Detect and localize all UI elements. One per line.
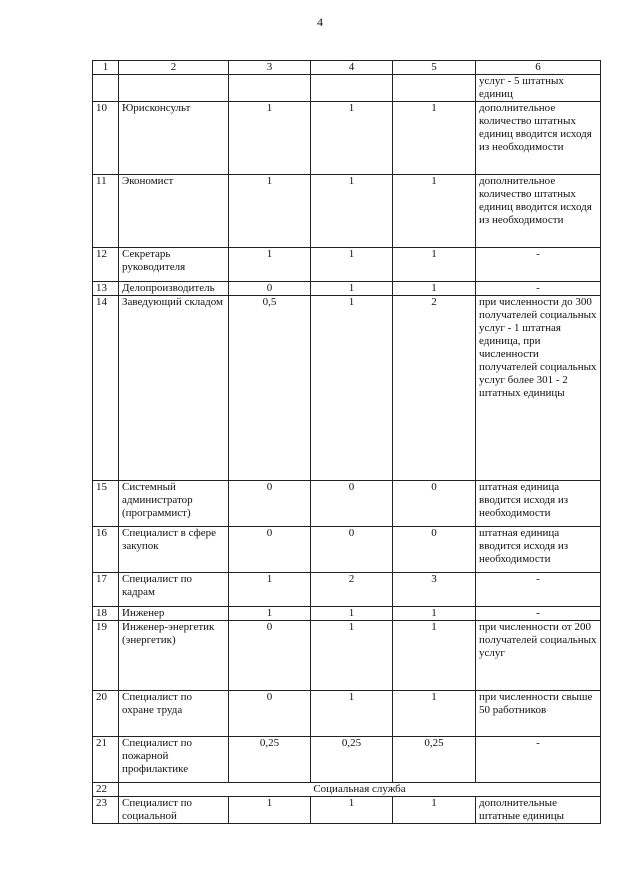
value-cell — [229, 75, 311, 102]
row-number: 19 — [93, 621, 119, 691]
page-number: 4 — [317, 15, 323, 29]
value-cell: 1 — [311, 175, 393, 248]
value-cell: 0,25 — [229, 737, 311, 783]
row-number: 22 — [93, 783, 119, 797]
position-name: Экономист — [119, 175, 229, 248]
note-cell: - — [476, 573, 601, 607]
note-cell: услуг - 5 штатных единиц — [476, 75, 601, 102]
note-cell: - — [476, 737, 601, 783]
value-cell: 1 — [393, 691, 476, 737]
position-name: Специалист по социальной — [119, 797, 229, 824]
position-name: Делопроизводитель — [119, 282, 229, 296]
value-cell: 1 — [229, 797, 311, 824]
position-name: Специалист в сфере закупок — [119, 527, 229, 573]
position-name: Специалист по кадрам — [119, 573, 229, 607]
position-name — [119, 75, 229, 102]
value-cell: 2 — [311, 573, 393, 607]
note-cell: - — [476, 282, 601, 296]
table-row — [93, 573, 601, 607]
row-number: 13 — [93, 282, 119, 296]
value-cell: 1 — [311, 607, 393, 621]
value-cell: 0 — [229, 282, 311, 296]
value-cell: 1 — [311, 102, 393, 175]
position-name: Юрисконсульт — [119, 102, 229, 175]
value-cell: 0 — [393, 481, 476, 527]
header-row — [93, 61, 601, 75]
row-number: 14 — [93, 296, 119, 481]
value-cell: 0 — [393, 527, 476, 573]
table-row — [93, 75, 601, 102]
row-number — [93, 75, 119, 102]
value-cell: 1 — [311, 621, 393, 691]
table-row — [93, 607, 601, 621]
value-cell: 1 — [229, 175, 311, 248]
header-cell: 1 — [93, 61, 119, 75]
value-cell: 1 — [311, 248, 393, 282]
note-cell: при численности от 200 получателей социальных услуг — [476, 621, 601, 691]
header-cell: 2 — [119, 61, 229, 75]
table-row — [93, 737, 601, 783]
header-cell: 6 — [476, 61, 601, 75]
value-cell: 1 — [393, 175, 476, 248]
note-cell: при численности до 300 получателей социальных услуг - 1 штатная единица, при численности получателей социальных услуг более 301 - 2 штатных единицы — [476, 296, 601, 481]
row-number: 10 — [93, 102, 119, 175]
value-cell: 1 — [311, 296, 393, 481]
value-cell: 1 — [393, 102, 476, 175]
value-cell: 0,5 — [229, 296, 311, 481]
value-cell: 2 — [393, 296, 476, 481]
table-row — [93, 527, 601, 573]
table-row — [93, 797, 601, 824]
table-row — [93, 621, 601, 691]
section-title: Социальная служба — [119, 783, 601, 797]
value-cell: 0 — [229, 691, 311, 737]
row-number: 15 — [93, 481, 119, 527]
position-name: Заведующий складом — [119, 296, 229, 481]
table-row — [93, 296, 601, 481]
value-cell: 1 — [229, 102, 311, 175]
value-cell: 0 — [229, 481, 311, 527]
row-number: 18 — [93, 607, 119, 621]
position-name: Инженер-энергетик (энергетик) — [119, 621, 229, 691]
value-cell — [311, 75, 393, 102]
position-name: Секретарь руководителя — [119, 248, 229, 282]
note-cell: - — [476, 607, 601, 621]
row-number: 21 — [93, 737, 119, 783]
table-row — [93, 481, 601, 527]
row-number: 23 — [93, 797, 119, 824]
note-cell: - — [476, 248, 601, 282]
value-cell: 1 — [311, 691, 393, 737]
note-cell: при численности свыше 50 работников — [476, 691, 601, 737]
table-row — [93, 282, 601, 296]
value-cell: 0 — [311, 481, 393, 527]
value-cell: 1 — [229, 248, 311, 282]
value-cell: 1 — [393, 248, 476, 282]
header-cell: 5 — [393, 61, 476, 75]
value-cell: 1 — [393, 797, 476, 824]
value-cell: 1 — [229, 607, 311, 621]
table-row — [93, 102, 601, 175]
value-cell: 1 — [229, 573, 311, 607]
section-row — [93, 783, 601, 797]
value-cell: 1 — [393, 621, 476, 691]
row-number: 16 — [93, 527, 119, 573]
value-cell — [393, 75, 476, 102]
value-cell: 3 — [393, 573, 476, 607]
note-cell: дополнительные штатные единицы — [476, 797, 601, 824]
header-cell: 4 — [311, 61, 393, 75]
row-number: 11 — [93, 175, 119, 248]
position-name: Системный администратор (программист) — [119, 481, 229, 527]
position-name: Специалист по пожарной профилактике — [119, 737, 229, 783]
header-cell: 3 — [229, 61, 311, 75]
value-cell: 0 — [311, 527, 393, 573]
row-number: 20 — [93, 691, 119, 737]
row-number: 12 — [93, 248, 119, 282]
note-cell: дополнительное количество штатных единиц вводится исходя из необходимости — [476, 102, 601, 175]
value-cell: 0,25 — [311, 737, 393, 783]
row-number: 17 — [93, 573, 119, 607]
position-name: Инженер — [119, 607, 229, 621]
staffing-table — [92, 60, 601, 824]
value-cell: 0,25 — [393, 737, 476, 783]
value-cell: 1 — [311, 282, 393, 296]
note-cell: штатная единица вводится исходя из необходимости — [476, 481, 601, 527]
value-cell: 0 — [229, 527, 311, 573]
value-cell: 1 — [311, 797, 393, 824]
note-cell: штатная единица вводится исходя из необходимости — [476, 527, 601, 573]
table-row — [93, 248, 601, 282]
table-row — [93, 175, 601, 248]
value-cell: 0 — [229, 621, 311, 691]
value-cell: 1 — [393, 282, 476, 296]
note-cell: дополнительное количество штатных единиц вводится исходя из необходимости — [476, 175, 601, 248]
value-cell: 1 — [393, 607, 476, 621]
table-row — [93, 691, 601, 737]
position-name: Специалист по охране труда — [119, 691, 229, 737]
